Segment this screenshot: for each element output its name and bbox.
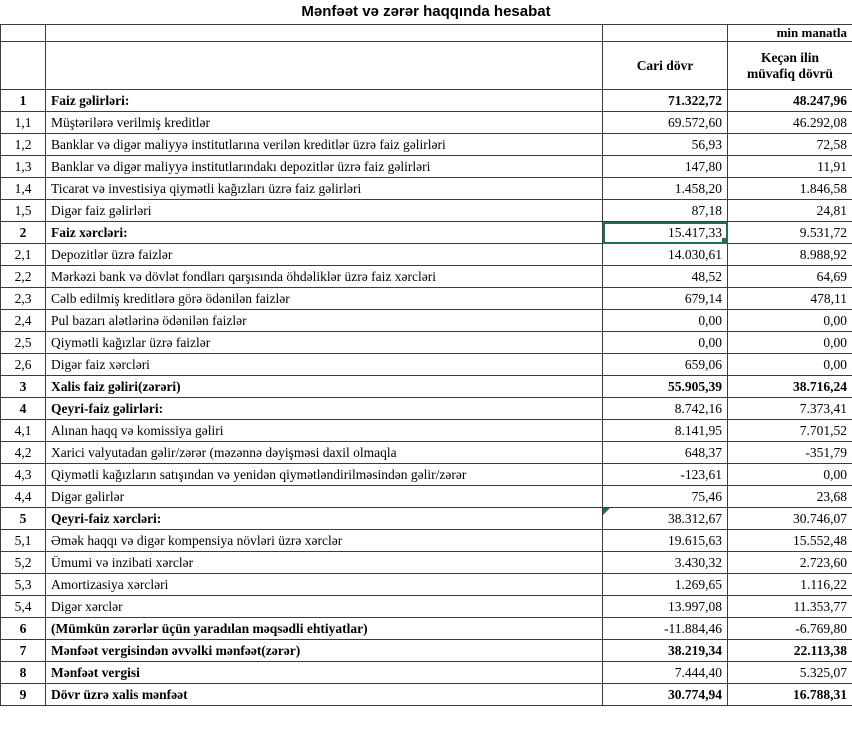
current-period-cell[interactable]: 8.742,16 — [603, 398, 728, 420]
previous-period-cell[interactable]: 15.552,48 — [728, 530, 852, 552]
row-label-cell[interactable]: Qeyri-faiz xərcləri: — [46, 508, 603, 530]
current-period-cell[interactable]: 147,80 — [603, 156, 728, 178]
row-label-cell[interactable]: Digər gəlirlər — [46, 486, 603, 508]
row-number-cell[interactable]: 4,3 — [1, 464, 46, 486]
table-row — [1, 288, 852, 310]
current-period-cell[interactable]: 659,06 — [603, 354, 728, 376]
previous-period-cell[interactable]: 22.113,38 — [728, 640, 852, 662]
table-row — [1, 486, 852, 508]
previous-period-cell[interactable]: 5.325,07 — [728, 662, 852, 684]
current-period-cell[interactable]: -123,61 — [603, 464, 728, 486]
row-label-cell[interactable]: Banklar və digər maliyyə institutlarına verilən kreditlər üzrə faiz gəlirləri — [46, 134, 603, 156]
current-period-cell[interactable]: 1.269,65 — [603, 574, 728, 596]
current-period-cell[interactable]: 13.997,08 — [603, 596, 728, 618]
table-head-section — [1, 25, 852, 90]
row-label-cell[interactable]: Pul bazarı alətlərinə ödənilən faizlər — [46, 310, 603, 332]
row-number-cell[interactable]: 4,4 — [1, 486, 46, 508]
current-period-cell[interactable]: 679,14 — [603, 288, 728, 310]
empty-cell[interactable] — [1, 25, 46, 42]
report-title: Mənfəət və zərər haqqında hesabat — [301, 3, 551, 20]
row-label-cell[interactable]: Digər faiz xərcləri — [46, 354, 603, 376]
current-period-cell[interactable]: 1.458,20 — [603, 178, 728, 200]
previous-period-cell[interactable]: 0,00 — [728, 354, 852, 376]
table-row — [1, 244, 852, 266]
current-period-cell[interactable]: 30.774,94 — [603, 684, 728, 706]
row-number-cell[interactable]: 1,2 — [1, 134, 46, 156]
empty-cell[interactable] — [46, 25, 603, 42]
row-number-cell[interactable]: 2,5 — [1, 332, 46, 354]
current-period-cell[interactable]: -11.884,46 — [603, 618, 728, 640]
table-row — [1, 332, 852, 354]
table-row — [1, 222, 852, 244]
table-row — [1, 134, 852, 156]
table-row — [1, 684, 852, 706]
previous-period-cell[interactable]: 24,81 — [728, 200, 852, 222]
previous-period-cell[interactable]: 30.746,07 — [728, 508, 852, 530]
previous-period-cell[interactable]: 46.292,08 — [728, 112, 852, 134]
table-row — [1, 442, 852, 464]
current-period-cell[interactable]: 648,37 — [603, 442, 728, 464]
row-label-cell[interactable]: Banklar və digər maliyyə institutlarındakı depozitlər üzrə faiz gəlirləri — [46, 156, 603, 178]
row-number-cell[interactable]: 1 — [1, 90, 46, 112]
table-row — [1, 178, 852, 200]
row-label-cell[interactable]: Müştərilərə verilmiş kreditlər — [46, 112, 603, 134]
row-number-cell[interactable]: 5,4 — [1, 596, 46, 618]
previous-period-cell[interactable]: 0,00 — [728, 310, 852, 332]
table-body — [1, 90, 852, 706]
table-row — [1, 354, 852, 376]
row-label-cell[interactable]: Qiymətli kağızlar üzrə faizlər — [46, 332, 603, 354]
current-period-cell[interactable]: 55.905,39 — [603, 376, 728, 398]
current-period-cell[interactable]: 3.430,32 — [603, 552, 728, 574]
previous-period-cell[interactable]: 11.353,77 — [728, 596, 852, 618]
previous-period-cell[interactable]: 478,11 — [728, 288, 852, 310]
row-label-cell[interactable]: Mənfəət vergisindən əvvəlki mənfəət(zərər) — [46, 640, 603, 662]
current-period-cell[interactable]: 48,52 — [603, 266, 728, 288]
row-label-cell[interactable]: Dövr üzrə xalis mənfəət — [46, 684, 603, 706]
row-number-cell[interactable]: 8 — [1, 662, 46, 684]
current-period-cell[interactable]: 14.030,61 — [603, 244, 728, 266]
column-header-previous[interactable] — [728, 42, 852, 90]
current-period-cell[interactable]: 15.417,33 — [603, 222, 728, 244]
table-row — [1, 266, 852, 288]
header-previous-line2: müvafiq dövrü — [747, 65, 833, 81]
table-row — [1, 420, 852, 442]
current-period-cell[interactable]: 71.322,72 — [603, 90, 728, 112]
row-number-cell[interactable]: 9 — [1, 684, 46, 706]
row-label-cell[interactable]: Amortizasiya xərcləri — [46, 574, 603, 596]
row-number-cell[interactable]: 2,1 — [1, 244, 46, 266]
row-number-cell[interactable]: 2,6 — [1, 354, 46, 376]
table-row — [1, 112, 852, 134]
current-period-cell[interactable]: 38.312,67 — [603, 508, 728, 530]
current-period-cell[interactable]: 0,00 — [603, 310, 728, 332]
previous-period-cell[interactable]: 38.716,24 — [728, 376, 852, 398]
current-period-cell[interactable]: 38.219,34 — [603, 640, 728, 662]
table-row — [1, 310, 852, 332]
column-header-current[interactable]: Cari dövr — [603, 42, 728, 90]
row-label-cell[interactable]: Cəlb edilmiş kreditlərə görə ödənilən faizlər — [46, 288, 603, 310]
row-number-cell[interactable]: 4,2 — [1, 442, 46, 464]
empty-cell[interactable] — [603, 25, 728, 42]
previous-period-cell[interactable]: -6.769,80 — [728, 618, 852, 640]
row-label-cell[interactable]: Digər xərclər — [46, 596, 603, 618]
current-period-cell[interactable]: 19.615,63 — [603, 530, 728, 552]
empty-cell[interactable] — [1, 42, 46, 90]
previous-period-cell[interactable]: 64,69 — [728, 266, 852, 288]
row-number-cell[interactable]: 1,3 — [1, 156, 46, 178]
current-period-cell[interactable]: 56,93 — [603, 134, 728, 156]
table-row — [1, 156, 852, 178]
row-number-cell[interactable]: 5 — [1, 508, 46, 530]
row-number-cell[interactable]: 1,5 — [1, 200, 46, 222]
previous-period-cell[interactable]: 0,00 — [728, 464, 852, 486]
table-row — [1, 640, 852, 662]
header-previous-line1: Keçən ilin — [760, 49, 820, 65]
row-label-cell[interactable]: Qeyri-faiz gəlirləri: — [46, 398, 603, 420]
row-number-cell[interactable]: 5,2 — [1, 552, 46, 574]
pnl-table — [0, 24, 852, 706]
current-period-cell[interactable]: 87,18 — [603, 200, 728, 222]
row-label-cell[interactable]: Qiymətli kağızların satışından və yenidən qiymətləndirilməsindən gəlir/zərər — [46, 464, 603, 486]
table-row — [1, 574, 852, 596]
row-label-cell[interactable]: Ticarət və investisiya qiymətli kağızları üzrə faiz gəlirləri — [46, 178, 603, 200]
row-number-cell[interactable]: 1,4 — [1, 178, 46, 200]
row-label-cell[interactable]: Əmək haqqı və digər kompensiya növləri üzrə xərclər — [46, 530, 603, 552]
previous-period-cell[interactable]: 72,58 — [728, 134, 852, 156]
current-period-cell[interactable]: 0,00 — [603, 332, 728, 354]
previous-period-cell[interactable]: 7.373,41 — [728, 398, 852, 420]
table-row — [1, 596, 852, 618]
table-row — [1, 618, 852, 640]
row-label-cell[interactable]: Depozitlər üzrə faizlər — [46, 244, 603, 266]
row-label-cell[interactable]: (Mümkün zərərlər üçün yaradılan məqsədli ehtiyatlar) — [46, 618, 603, 640]
row-label-cell[interactable]: Mərkəzi bank və dövlət fondları qarşısında öhdəliklər üzrə faiz xərcləri — [46, 266, 603, 288]
row-label-cell[interactable]: Alınan haqq və komissiya gəliri — [46, 420, 603, 442]
empty-cell[interactable] — [46, 42, 603, 90]
table-row — [1, 464, 852, 486]
row-number-cell[interactable]: 7 — [1, 640, 46, 662]
unit-note: min manatla — [728, 25, 852, 42]
row-number-cell[interactable]: 5,3 — [1, 574, 46, 596]
previous-period-cell[interactable]: 1.846,58 — [728, 178, 852, 200]
row-number-cell[interactable]: 2,3 — [1, 288, 46, 310]
previous-period-cell[interactable]: 11,91 — [728, 156, 852, 178]
previous-period-cell[interactable]: 8.988,92 — [728, 244, 852, 266]
row-label-cell[interactable]: Digər faiz gəlirləri — [46, 200, 603, 222]
previous-period-cell[interactable]: 9.531,72 — [728, 222, 852, 244]
column-header-row — [1, 42, 852, 90]
previous-period-cell[interactable]: -351,79 — [728, 442, 852, 464]
table-row — [1, 552, 852, 574]
row-number-cell[interactable]: 2,4 — [1, 310, 46, 332]
row-number-cell[interactable]: 3 — [1, 376, 46, 398]
table-row — [1, 90, 852, 112]
row-number-cell[interactable]: 2,2 — [1, 266, 46, 288]
previous-period-cell[interactable]: 23,68 — [728, 486, 852, 508]
previous-period-cell[interactable]: 2.723,60 — [728, 552, 852, 574]
row-number-cell[interactable]: 5,1 — [1, 530, 46, 552]
current-period-cell[interactable]: 75,46 — [603, 486, 728, 508]
row-number-cell[interactable]: 4 — [1, 398, 46, 420]
table-row — [1, 508, 852, 530]
table-row — [1, 200, 852, 222]
unit-note-row — [1, 25, 852, 42]
current-period-cell[interactable]: 69.572,60 — [603, 112, 728, 134]
row-number-cell[interactable]: 4,1 — [1, 420, 46, 442]
table-row — [1, 530, 852, 552]
previous-period-cell[interactable]: 48.247,96 — [728, 90, 852, 112]
table-row — [1, 398, 852, 420]
row-label-cell[interactable]: Ümumi və inzibati xərclər — [46, 552, 603, 574]
previous-period-cell[interactable]: 1.116,22 — [728, 574, 852, 596]
previous-period-cell[interactable]: 0,00 — [728, 332, 852, 354]
row-number-cell[interactable]: 6 — [1, 618, 46, 640]
previous-period-cell[interactable]: 7.701,52 — [728, 420, 852, 442]
row-number-cell[interactable]: 2 — [1, 222, 46, 244]
table-row — [1, 662, 852, 684]
row-label-cell[interactable]: Xalis faiz gəliri(zərəri) — [46, 376, 603, 398]
row-label-cell[interactable]: Faiz gəlirləri: — [46, 90, 603, 112]
table-row — [1, 376, 852, 398]
current-period-cell[interactable]: 8.141,95 — [603, 420, 728, 442]
row-number-cell[interactable]: 1,1 — [1, 112, 46, 134]
previous-period-cell[interactable]: 16.788,31 — [728, 684, 852, 706]
row-label-cell[interactable]: Xarici valyutadan gəlir/zərər (məzənnə dəyişməsi daxil olmaqla — [46, 442, 603, 464]
current-period-cell[interactable]: 7.444,40 — [603, 662, 728, 684]
row-label-cell[interactable]: Mənfəət vergisi — [46, 662, 603, 684]
row-label-cell[interactable]: Faiz xərcləri: — [46, 222, 603, 244]
